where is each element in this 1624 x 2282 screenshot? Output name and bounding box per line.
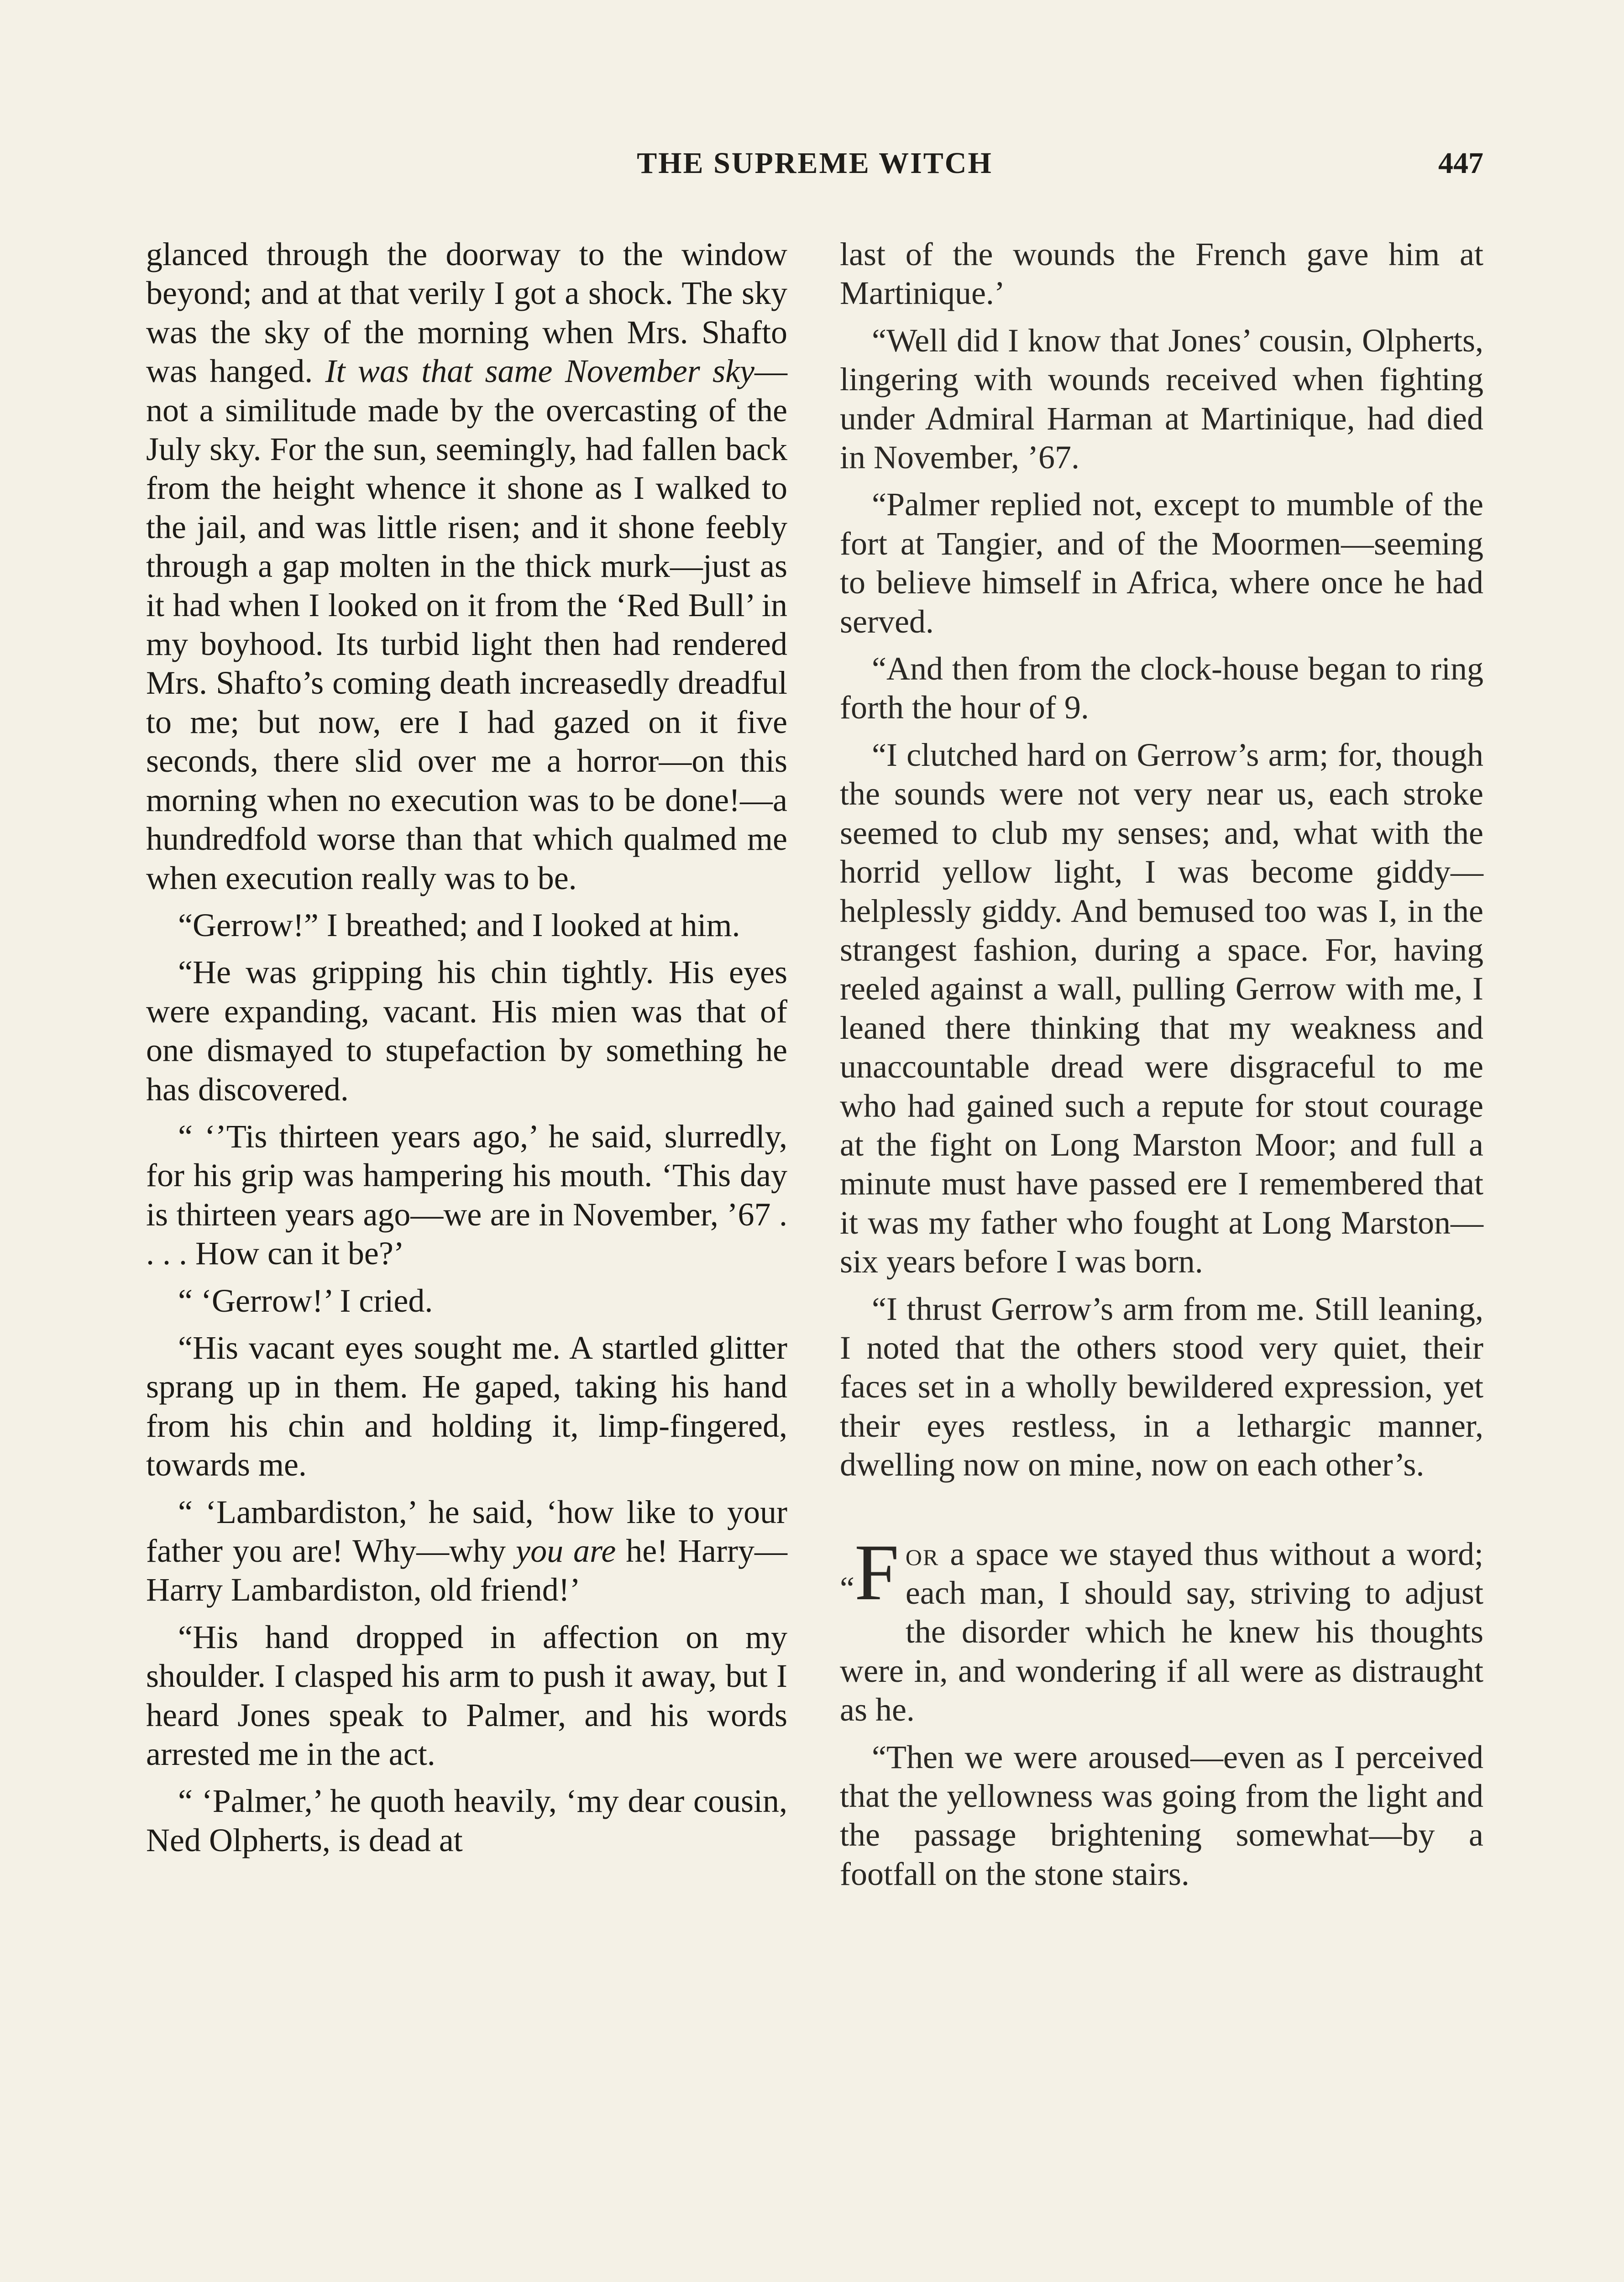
paragraph: “I thrust Gerrow’s arm from me. Still leaning, I noted that the others stood very quiet, their faces set in a wholly bewildered expression, yet their eyes restless, in a lethargic manner, dwelling now on mine, now on each other’s. <box>840 1290 1483 1483</box>
paragraph: “ ‘Lambardiston,’ he said, ‘how like to your father you are! Why—why you are he! Harry—Harry Lambardiston, old friend!’ <box>146 1493 788 1608</box>
section-opening-paragraph: “F or a space we stayed thus without a word; each man, I should say, striving to adjust the disorder which he knew his thoughts were in, and wondering if all were as distraught as he. <box>840 1528 1483 1728</box>
page-header <box>146 146 1483 196</box>
paragraph: “Palmer replied not, except to mumble of the fort at Tangier, and of the Moormen—seeming to believe himself in Africa, where once he had served. <box>840 486 1483 640</box>
italic-phrase: you are <box>516 1533 616 1569</box>
page-number: 447 <box>1438 147 1483 180</box>
paragraph: “His hand dropped in affection on my shoulder. I clasped his arm to push it away, but I heard Jones speak to Palmer, and his words arrested me in the act. <box>146 1618 787 1773</box>
paragraph: “Then we were aroused—even as I perceived that the yellowness was going from the light and the passage brightening somewhat—by a footfall on the stone stairs. <box>840 1738 1483 1892</box>
italic-phrase: It was that same November sky <box>325 353 754 390</box>
paragraph: “ ‘’Tis thirteen years ago,’ he said, slurredly, for his grip was hampering his mouth. ‘This day is thirteen years ago—we are in November, ’67 . . . . How can it be?’ <box>146 1118 787 1272</box>
small-caps-lead: or <box>905 1535 939 1572</box>
paragraph: “Well did I know that Jones’ cousin, Olpherts, lingering with wounds received when fighting under Admiral Harman at Martinique, had died in November, ’67. <box>840 322 1483 476</box>
right-column <box>840 235 1483 1902</box>
paragraph: “He was gripping his chin tightly. His eyes were expanding, vacant. His mien was that of one dismayed to stupefaction by something he has discovered. <box>146 954 787 1108</box>
paragraph: last of the wounds the French gave him at Martinique.’ <box>840 236 1483 312</box>
running-title: THE SUPREME WITCH <box>637 147 993 180</box>
paragraph: glanced through the doorway to the window beyond; and at that verily I got a shock. The sky was the sky of the morning when Mrs. Shafto was hanged. It was that same November sky—not a similitude made by the overcasting of the July sky. For the sun, seemingly, had fallen back from the height whence it shone as I walked to the jail, and was little risen; and it shone feebly through a gap molten in the thick murk—just as it had when I looked on it from the ‘Red Bull’ in my boyhood. Its turbid light then had rendered Mrs. Shafto’s coming death increasedly dreadful to me; but now, ere I had gazed on it five seconds, there slid over me a horror—on this morning when no execution was to be done!—a hundredfold worse than that which qualmed me when execution really was to be. <box>146 236 787 896</box>
paragraph: “Gerrow!” I breathed; and I looked at him. <box>178 906 740 943</box>
paragraph: “ ‘Palmer,’ he quoth heavily, ‘my dear cousin, Ned Olpherts, is dead at <box>146 1783 787 1858</box>
paragraph: “I clutched hard on Gerrow’s arm; for, though the sounds were not very near us, each stroke seemed to club my senses; and, what with the horrid yellow light, I was become giddy—helplessly giddy. And bemused too was I, in the strangest fashion, during a space. For, having reeled against a wall, pulling Gerrow with me, I leaned there thinking that my weakness and unaccountable dread were disgraceful to me who had gained such a repute for stout courage at the fight on Long Marston Moor; and full a minute must have passed ere I remembered that it was my father who fought at Long Marston—six years before I was born. <box>840 736 1483 1280</box>
left-column <box>146 235 787 1868</box>
paragraph: “ ‘Gerrow!’ I cried. <box>178 1282 433 1319</box>
paragraph: “And then from the clock-house began to ring forth the hour of 9. <box>840 650 1483 726</box>
drop-cap: “F <box>840 1528 899 1617</box>
paragraph: “His vacant eyes sought me. A startled glitter sprang up in them. He gaped, taking his hand from his chin and holding it, limp-fingered, towards me. <box>146 1329 787 1483</box>
